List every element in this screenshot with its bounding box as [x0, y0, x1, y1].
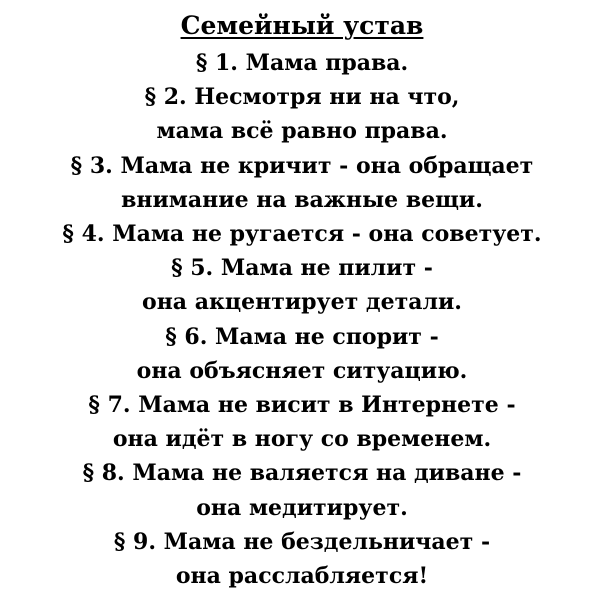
rule-5-line-a: § 5. Мама не пилит - [171, 255, 433, 282]
rule-4-line: § 4. Мама не ругается - она советует. [62, 221, 542, 248]
rule-8-line-b: она медитирует. [196, 494, 408, 521]
rule-2-line-a: § 2. Несмотря ни на что, [144, 84, 460, 111]
charter-title: Семейный устав [180, 11, 424, 40]
rule-5-line-b: она акцентирует детали. [142, 289, 462, 316]
title-wrap [0, 10, 604, 46]
rule-7-line-b: она идёт в ногу со временем. [112, 426, 492, 453]
rule-9-line-b: она расслабляется! [175, 563, 429, 590]
rule-6-line-a: § 6. Мама не спорит - [165, 323, 439, 350]
family-charter [0, 10, 604, 593]
rule-1-line: § 1. Мама права. [195, 50, 409, 76]
rule-8-line-a: § 8. Мама не валяется на диване - [82, 460, 522, 487]
rule-6-line-b: она объясняет ситуацию. [136, 357, 468, 384]
rule-2-line-b: мама всё равно права. [156, 118, 448, 145]
rule-3-line-a: § 3. Мама не кричит - она обращает [70, 152, 534, 179]
rule-9-line-a: § 9. Мама не бездельничает - [113, 528, 491, 555]
rule-3-line-b: внимание на важные вещи. [121, 186, 483, 213]
rule-7-line-a: § 7. Мама не висит в Интернете - [88, 392, 516, 419]
